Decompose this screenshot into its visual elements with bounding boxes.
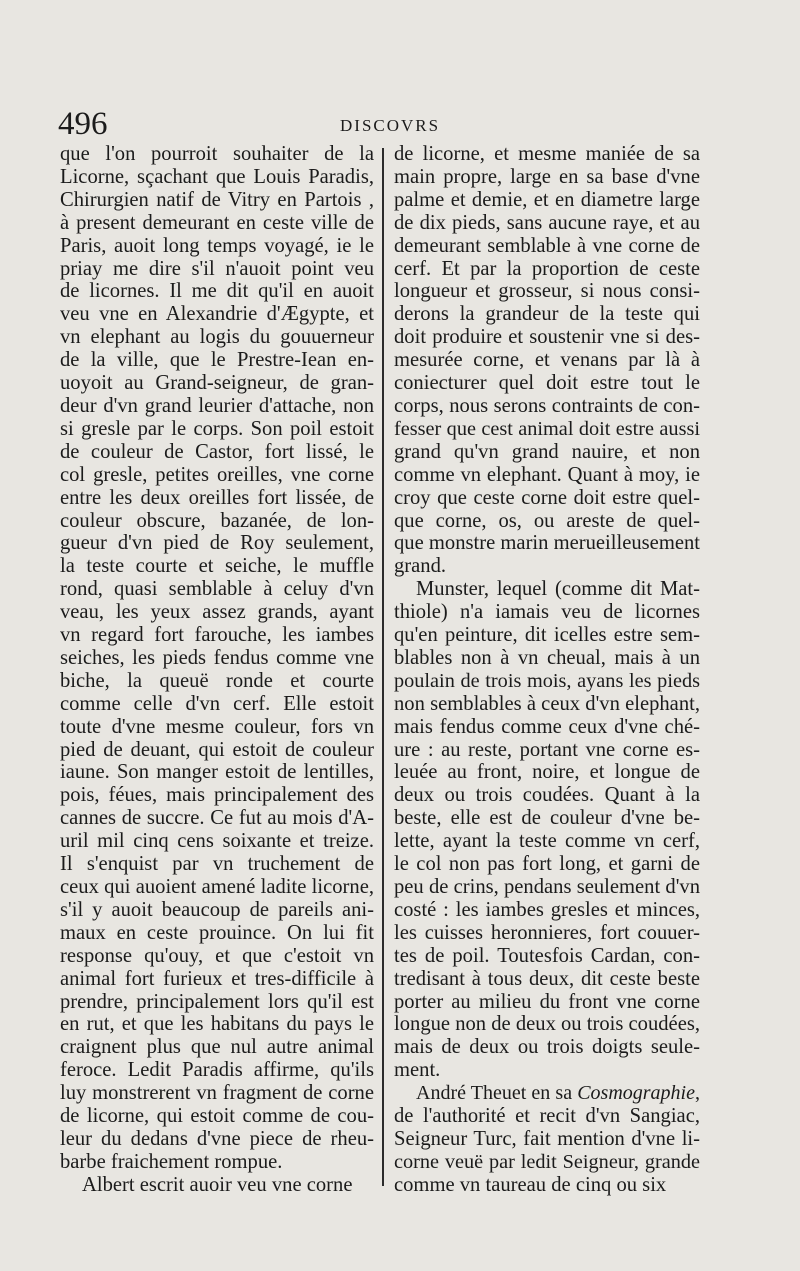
- text-line: mais de deux ou trois doigts seule-: [394, 1036, 700, 1059]
- text-line: palme et demie, et en diametre large: [394, 188, 700, 211]
- text-line: grand.: [394, 555, 447, 578]
- text-line: seiches, les pieds fendus comme vne: [60, 646, 374, 669]
- text-line: uril mil cinq cens soixante et treize.: [60, 830, 374, 853]
- text-line: s'il y auoit beaucoup de pareils ani-: [60, 898, 374, 921]
- text-line: de licorne, et mesme maniée de sa: [394, 143, 700, 165]
- text-line: comme vn taureau de cinq ou six: [394, 1173, 667, 1196]
- text-line: Munster, lequel (comme dit Mat-: [416, 578, 700, 601]
- text-line: cannes de succre. Ce fut au mois d'A-: [60, 807, 374, 830]
- text-line: fesser que cest animal doit estre aussi: [394, 417, 700, 440]
- text-line: deur d'vn grand leurier d'attache, non: [60, 394, 374, 417]
- text-line: entre les deux oreilles fort lissée, de: [60, 486, 374, 509]
- text-line: biche, la queuë ronde et courte: [60, 669, 374, 692]
- text-line: priay me dire s'il n'auoit point veu: [60, 257, 374, 280]
- text-line: cerf. Et par la proportion de ceste: [394, 257, 700, 280]
- text-line: la teste courte et seiche, le muffle: [60, 555, 374, 578]
- text-line: longueur et grosseur, si nous consi-: [394, 280, 700, 303]
- text-line: de l'authorité et recit d'vn Sangiac,: [394, 1105, 700, 1128]
- column-divider-rule: [382, 148, 384, 1186]
- book-title-italic: Cosmographie: [577, 1082, 695, 1105]
- text-line: thiole) n'a iamais veu de licornes: [394, 601, 700, 624]
- text-line: iaune. Son manger estoit de lentilles,: [60, 761, 374, 784]
- text-line: ment.: [394, 1059, 441, 1082]
- text-line: couleur obscure, bazanée, de lon-: [60, 509, 374, 532]
- text-line: rond, quasi semblable à celuy d'vn: [60, 578, 374, 601]
- text-line: tredisant à tous deux, dit ceste beste: [394, 967, 700, 990]
- text-line: col gresle, petites oreilles, vne corne: [60, 463, 374, 486]
- text-line: que l'on pourroit souhaiter de la: [60, 143, 374, 165]
- text-line: gueur d'vn pied de Roy seulement,: [60, 532, 374, 555]
- text-line: Paris, auoit long temps voyagé, ie le: [60, 234, 374, 257]
- text-line: response qu'ouy, et que c'estoit vn: [60, 944, 374, 967]
- text-line: Licorne, sçachant que Louis Paradis,: [60, 165, 374, 188]
- text-line: tes de poil. Toutesfois Cardan, con-: [394, 944, 700, 967]
- text-line: deux ou trois coudées. Quant à la: [394, 784, 700, 807]
- text-line: toute d'vne mesme couleur, fors vn: [60, 715, 374, 738]
- left-text-column: [60, 143, 374, 1196]
- text-line: vn elephant au logis du gouuerneur: [60, 326, 374, 349]
- text-line: blables non à vn cheual, mais à un: [394, 646, 700, 669]
- text-line: vn regard fort farouche, les iambes: [60, 624, 374, 647]
- text-line: peu de crins, pendans seulement d'vn: [394, 876, 700, 898]
- text-line: doit produire et soustenir vne si des-: [394, 326, 700, 349]
- text-line: comme celle d'vn cerf. Elle estoit: [60, 692, 374, 715]
- text-line: ure : au reste, portant vne corne es-: [394, 738, 700, 761]
- text-line: corne veuë par ledit Seigneur, grande: [394, 1150, 700, 1173]
- text-line: Il s'enquist par vn truchement de: [60, 853, 374, 876]
- text-line: corps, nous serons contraints de con-: [394, 394, 700, 417]
- text-line: coniecturer quel doit estre tout le: [394, 372, 700, 395]
- text-line: derons la grandeur de la teste qui: [394, 303, 700, 326]
- text-line: luy monstrerent vn fragment de corne: [60, 1082, 374, 1105]
- running-head: DISCOVRS: [340, 116, 441, 135]
- text-line: mais fendus comme ceux d'vne ché-: [394, 715, 700, 738]
- text-line: de licorne, qui estoit comme de cou-: [60, 1105, 374, 1128]
- text-line: beste, elle est de couleur d'vne be-: [394, 807, 700, 830]
- text-line: de dix pieds, sans aucune raye, et au: [394, 211, 700, 234]
- text-line: animal fort furieux et tres-difficile à: [60, 967, 374, 990]
- text-line: que monstre marin merueilleusement: [394, 532, 700, 555]
- text-line: longue non de deux ou trois coudées,: [394, 1013, 700, 1036]
- text-line: prendre, principalement lors qu'il est: [60, 990, 374, 1013]
- text-line: leur du dedans d'vne piece de rheu-: [60, 1127, 374, 1150]
- text-line: veu vne en Alexandrie d'Ægypte, et: [60, 303, 374, 326]
- text-line: leuée au front, noire, et longue de: [394, 761, 700, 784]
- text-line: uoyoit au Grand-seigneur, de gran-: [60, 372, 374, 395]
- text-line: si gresle par le corps. Son poil estoit: [60, 417, 374, 440]
- text-line: lette, ayant la teste comme vn cerf,: [394, 830, 700, 853]
- text-line: qu'en peinture, dit icelles estre sem-: [394, 624, 700, 647]
- text-line: à present demeurant en ceste ville de: [60, 211, 374, 234]
- text-line: les cuisses heronnieres, fort couuer-: [394, 921, 700, 944]
- text-line: ceux qui auoient amené ladite licorne,: [60, 876, 374, 898]
- text-line: Seigneur Turc, fait mention d'vne li-: [394, 1127, 700, 1150]
- text-line: André Theuet en sa Cosmographie,: [416, 1082, 700, 1105]
- text-line: grand qu'vn grand nauire, et non: [394, 440, 700, 463]
- text-line: feroce. Ledit Paradis affirme, qu'ils: [60, 1059, 374, 1082]
- text-line: porter au milieu du front vne corne: [394, 990, 700, 1013]
- text-line: pois, féues, mais principalement des: [60, 784, 374, 807]
- text-line: poulain de trois mois, ayans les pieds: [394, 669, 700, 692]
- text-line: pied de deuant, qui estoit de couleur: [60, 738, 374, 761]
- text-line: craignent plus que nul autre animal: [60, 1036, 374, 1059]
- text-line: le col non pas fort long, et garni de: [394, 853, 700, 876]
- text-line: que corne, os, ou areste de quel-: [394, 509, 700, 532]
- text-line: barbe fraichement rompue.: [60, 1150, 283, 1173]
- text-line: main propre, large en sa base d'vne: [394, 165, 700, 188]
- text-line: costé : les iambes gresles et minces,: [394, 898, 700, 921]
- text-line: veau, les yeux assez grands, ayant: [60, 601, 374, 624]
- text-line: croy que ceste corne doit estre quel-: [394, 486, 700, 509]
- text-line: maux en ceste prouince. On lui fit: [60, 921, 374, 944]
- text-line: Albert escrit auoir veu vne corne: [82, 1173, 353, 1196]
- text-line: mesurée corne, et venans par là à: [394, 349, 700, 372]
- right-text-column: [394, 143, 700, 1196]
- text-line: non semblables à ceux d'vn elephant,: [394, 692, 700, 715]
- text-line: de la ville, que le Prestre-Iean en-: [60, 349, 374, 372]
- text-line: de couleur de Castor, fort lissé, le: [60, 440, 374, 463]
- text-line: Chirurgien natif de Vitry en Partois ,: [60, 188, 374, 211]
- text-line: de licornes. Il me dit qu'il en auoit: [60, 280, 374, 303]
- page-number: 496: [58, 106, 108, 142]
- text-line: demeurant semblable à vne corne de: [394, 234, 700, 257]
- text-line: comme vn elephant. Quant à moy, ie: [394, 463, 700, 486]
- text-line: en rut, et que les habitans du pays le: [60, 1013, 374, 1036]
